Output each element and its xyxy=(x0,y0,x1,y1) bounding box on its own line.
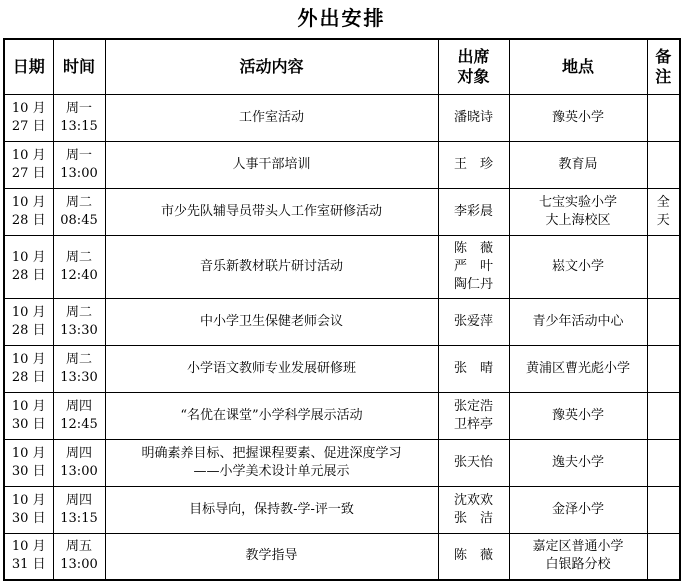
date-cell xyxy=(4,486,53,533)
location-cell xyxy=(509,141,647,188)
page-title: 外出安排 xyxy=(297,6,386,30)
attendee-cell-line: 陶仁丹 xyxy=(453,276,493,292)
attendee-cell-line: 张天怡 xyxy=(453,454,493,470)
time-cell xyxy=(53,533,105,580)
date-cell-line: 31 日 xyxy=(11,557,46,573)
activity-cell-line: 教学指导 xyxy=(245,548,298,564)
location-cell-line: 大上海校区 xyxy=(545,212,611,228)
activity-cell xyxy=(105,141,438,188)
attendee-cell xyxy=(438,188,509,235)
notes-cell xyxy=(647,345,680,392)
column-header-date: 日期 xyxy=(4,39,53,94)
time-cell xyxy=(53,94,105,141)
location-cell-line: 七宝实验小学 xyxy=(538,194,617,210)
date-cell-line: 28 日 xyxy=(11,212,46,228)
time-cell-line: 周四 xyxy=(65,492,92,508)
activity-cell xyxy=(105,533,438,580)
location-cell xyxy=(509,298,647,345)
table-row xyxy=(4,345,680,392)
location-cell-line: 金泽小学 xyxy=(551,501,604,517)
time-cell xyxy=(53,439,105,486)
activity-cell-line: 音乐新教材联片研讨活动 xyxy=(199,258,343,274)
location-cell-line: 教育局 xyxy=(558,156,598,172)
date-cell-line: 28 日 xyxy=(11,267,46,283)
activity-cell-line: 人事干部培训 xyxy=(232,156,311,172)
time-cell xyxy=(53,141,105,188)
activity-cell-line: ——小学美术设计单元展示 xyxy=(193,463,350,479)
location-cell-line: 豫英小学 xyxy=(551,407,604,423)
location-cell xyxy=(509,392,647,439)
attendee-cell-line: 李彩晨 xyxy=(453,203,493,219)
date-cell-line: 10 月 xyxy=(11,351,46,367)
attendee-cell xyxy=(438,533,509,580)
activity-cell xyxy=(105,188,438,235)
date-cell xyxy=(4,235,53,298)
attendee-cell-line: 潘晓诗 xyxy=(453,109,493,125)
table-body xyxy=(4,94,680,580)
date-cell-line: 10 月 xyxy=(11,147,46,163)
schedule-table xyxy=(3,38,681,581)
activity-cell xyxy=(105,94,438,141)
attendee-cell xyxy=(438,486,509,533)
activity-cell-line: 目标导向，保持教-学-评一致 xyxy=(189,501,354,517)
column-header-attendee-line1: 出席 xyxy=(457,46,490,66)
time-cell-line: 13:00 xyxy=(60,165,98,181)
date-cell-line: 30 日 xyxy=(11,416,46,432)
column-header-activity: 活动内容 xyxy=(105,39,438,94)
date-cell-line: 10 月 xyxy=(11,445,46,461)
time-cell-line: 周一 xyxy=(65,100,92,116)
table-row xyxy=(4,94,680,141)
location-cell xyxy=(509,439,647,486)
date-cell-line: 30 日 xyxy=(11,463,46,479)
date-cell xyxy=(4,392,53,439)
notes-cell xyxy=(647,188,680,235)
notes-cell xyxy=(647,486,680,533)
date-cell-line: 10 月 xyxy=(11,249,46,265)
location-cell-line: 白银路分校 xyxy=(545,557,611,573)
date-cell-line: 10 月 xyxy=(11,100,46,116)
table-row xyxy=(4,533,680,580)
date-cell-line: 28 日 xyxy=(11,369,46,385)
location-cell-line: 黄浦区曹光彪小学 xyxy=(525,360,630,376)
time-cell-line: 周五 xyxy=(65,539,92,555)
attendee-cell-line: 陈 薇 xyxy=(453,240,493,256)
table-row xyxy=(4,392,680,439)
activity-cell-line: 小学语文教师专业发展研修班 xyxy=(186,360,356,376)
attendee-cell xyxy=(438,345,509,392)
attendee-cell xyxy=(438,392,509,439)
notes-cell xyxy=(647,392,680,439)
table-row xyxy=(4,141,680,188)
column-header-notes-line1: 备 xyxy=(655,46,672,66)
date-cell-line: 10 月 xyxy=(11,539,46,555)
time-cell-line: 周四 xyxy=(65,445,92,461)
time-cell-line: 13:15 xyxy=(60,118,98,134)
attendee-cell-line: 张定浩 xyxy=(453,398,493,414)
table-header-row xyxy=(4,39,680,94)
notes-cell xyxy=(647,141,680,188)
attendee-cell xyxy=(438,298,509,345)
date-cell-line: 10 月 xyxy=(11,398,46,414)
table-row xyxy=(4,188,680,235)
column-header-notes xyxy=(647,39,680,94)
location-cell xyxy=(509,345,647,392)
time-cell xyxy=(53,298,105,345)
activity-cell xyxy=(105,345,438,392)
attendee-cell-line: 张爱萍 xyxy=(453,313,493,329)
notes-cell xyxy=(647,235,680,298)
activity-cell xyxy=(105,439,438,486)
time-cell xyxy=(53,188,105,235)
time-cell-line: 08:45 xyxy=(60,212,98,228)
time-cell xyxy=(53,392,105,439)
attendee-cell-line: 沈欢欢 xyxy=(453,492,493,508)
notes-cell xyxy=(647,533,680,580)
time-cell xyxy=(53,486,105,533)
attendee-cell-line: 张 洁 xyxy=(453,510,493,526)
activity-cell xyxy=(105,392,438,439)
attendee-cell-line: 陈 薇 xyxy=(453,548,493,564)
notes-cell-line: 全 xyxy=(656,194,670,210)
activity-cell-line: “名优在课堂”小学科学展示活动 xyxy=(180,407,363,423)
date-cell xyxy=(4,298,53,345)
location-cell xyxy=(509,533,647,580)
location-cell-line: 嘉定区普通小学 xyxy=(532,539,624,555)
table-row xyxy=(4,439,680,486)
date-cell-line: 27 日 xyxy=(11,165,46,181)
column-header-notes-line2: 注 xyxy=(655,66,672,86)
activity-cell-line: 工作室活动 xyxy=(238,109,304,125)
attendee-cell-line: 卫梓亭 xyxy=(453,416,493,432)
time-cell-line: 12:45 xyxy=(60,416,98,432)
time-cell-line: 13:00 xyxy=(60,557,98,573)
time-cell-line: 12:40 xyxy=(60,267,98,283)
notes-cell xyxy=(647,298,680,345)
attendee-cell-line: 严 叶 xyxy=(453,258,493,274)
attendee-cell xyxy=(438,235,509,298)
attendee-cell xyxy=(438,141,509,188)
activity-cell xyxy=(105,298,438,345)
time-cell-line: 13:00 xyxy=(60,463,98,479)
date-cell xyxy=(4,94,53,141)
location-cell xyxy=(509,486,647,533)
time-cell-line: 周四 xyxy=(65,398,92,414)
date-cell-line: 27 日 xyxy=(11,118,46,134)
column-header-attendee xyxy=(438,39,509,94)
location-cell-line: 青少年活动中心 xyxy=(532,313,624,329)
activity-cell xyxy=(105,486,438,533)
date-cell-line: 28 日 xyxy=(11,322,46,338)
location-cell-line: 豫英小学 xyxy=(551,109,604,125)
table-row xyxy=(4,486,680,533)
column-header-attendee-line2: 对象 xyxy=(457,66,490,86)
date-cell-line: 10 月 xyxy=(11,194,46,210)
date-cell xyxy=(4,188,53,235)
location-cell xyxy=(509,235,647,298)
attendee-cell-line: 张 晴 xyxy=(453,360,493,376)
table-row xyxy=(4,298,680,345)
column-header-location: 地点 xyxy=(509,39,647,94)
time-cell xyxy=(53,235,105,298)
location-cell-line: 崧文小学 xyxy=(551,258,604,274)
time-cell-line: 13:30 xyxy=(60,322,98,338)
notes-cell xyxy=(647,439,680,486)
time-cell-line: 13:30 xyxy=(60,369,98,385)
attendee-cell-line: 王 珍 xyxy=(453,156,493,172)
activity-cell-line: 明确素养目标、把握课程要素、促进深度学习 xyxy=(141,445,402,461)
date-cell-line: 10 月 xyxy=(11,304,46,320)
date-cell xyxy=(4,141,53,188)
time-cell-line: 周二 xyxy=(65,351,92,367)
activity-cell-line: 中小学卫生保健老师会议 xyxy=(199,313,343,329)
column-header-time: 时间 xyxy=(53,39,105,94)
date-cell xyxy=(4,533,53,580)
location-cell-line: 逸夫小学 xyxy=(551,454,604,470)
date-cell-line: 30 日 xyxy=(11,510,46,526)
time-cell-line: 周二 xyxy=(65,304,92,320)
time-cell-line: 周一 xyxy=(65,147,92,163)
time-cell xyxy=(53,345,105,392)
table-row xyxy=(4,235,680,298)
time-cell-line: 周二 xyxy=(65,249,92,265)
time-cell-line: 周二 xyxy=(65,194,92,210)
location-cell xyxy=(509,188,647,235)
attendee-cell xyxy=(438,439,509,486)
activity-cell xyxy=(105,235,438,298)
activity-cell-line: 市少先队辅导员带头人工作室研修活动 xyxy=(160,203,382,219)
date-cell-line: 10 月 xyxy=(11,492,46,508)
date-cell xyxy=(4,345,53,392)
attendee-cell xyxy=(438,94,509,141)
notes-cell-line: 天 xyxy=(656,212,670,228)
date-cell xyxy=(4,439,53,486)
location-cell xyxy=(509,94,647,141)
notes-cell xyxy=(647,94,680,141)
time-cell-line: 13:15 xyxy=(60,510,98,526)
